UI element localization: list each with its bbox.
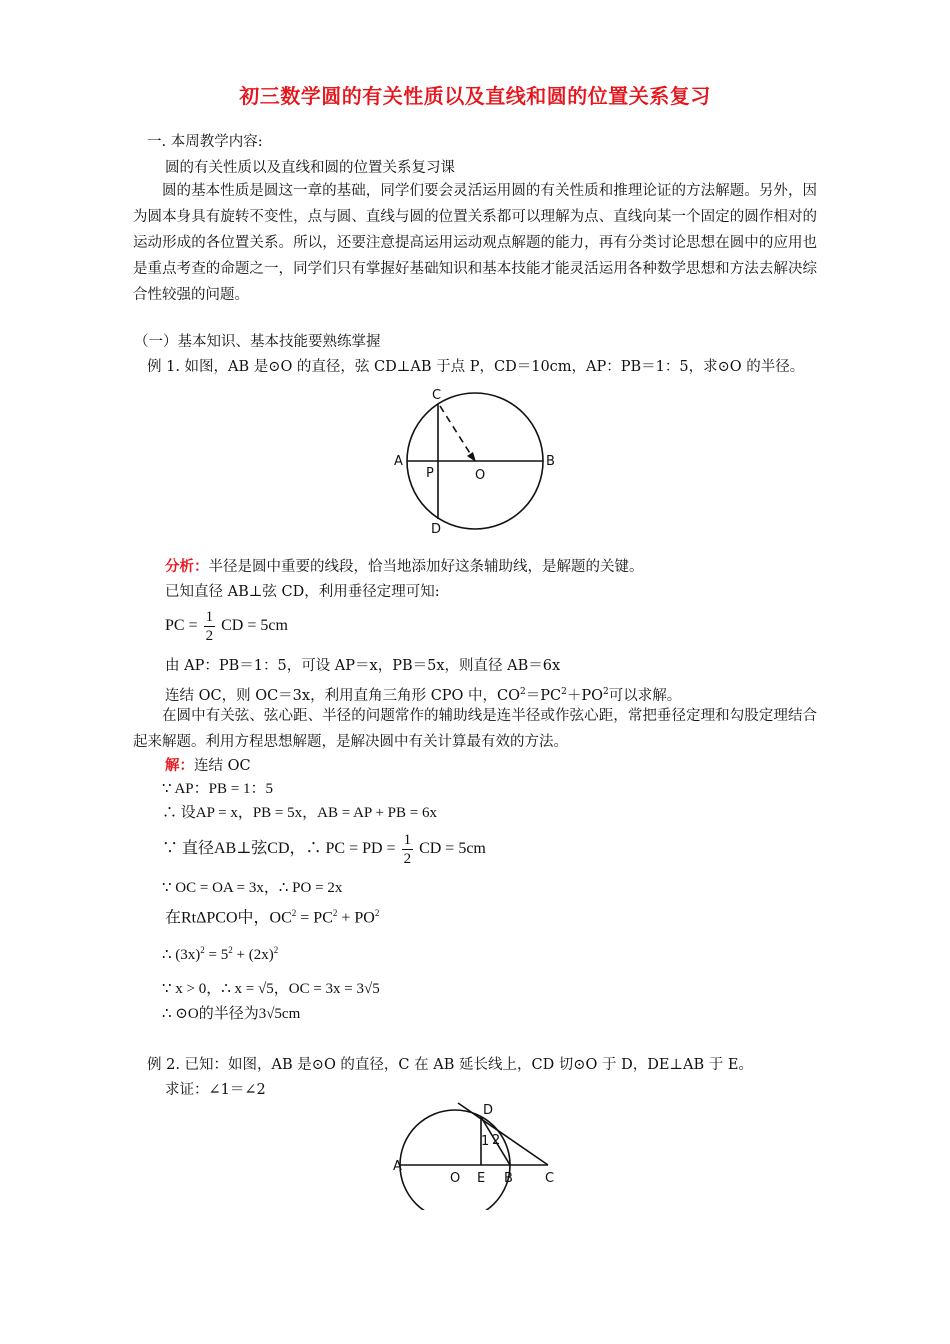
equation-pc: PC = $\frac{1}{2}$ CD = 5cm bbox=[165, 608, 288, 644]
circle-o bbox=[400, 1110, 510, 1210]
fraction-half: $\frac{1}{2}$ bbox=[205, 608, 214, 644]
label-b: B bbox=[504, 1171, 513, 1186]
example1-figure bbox=[388, 380, 568, 540]
solution-step-1: ∵ AP：PB = 1：5 bbox=[162, 781, 273, 797]
tangent-cd bbox=[458, 1103, 548, 1165]
label-e: E bbox=[477, 1171, 486, 1186]
known-line: 已知直径 AB⊥弦 CD，利用垂径定理可知: bbox=[165, 584, 440, 600]
intro-paragraph: 圆的基本性质是圆这一章的基础，同学们要会灵活运用圆的有关性质和推理论证的方法解题。另外，因为圆本身具有旋转不变性，点与圆、直线与圆的位置关系都可以理解为点、直线向某一个固定的圆作相对的运动形成的各位置关系。所以，还要注意提高运用运动观点解题的能力，再有分类讨论思想在圆中的应用也是重点考查的命题之一，同学们只有掌握好基础知识和基本技能才能灵活运用各种数学思想和方法去解决综合性较强的问题。 bbox=[133, 183, 817, 303]
label-d: D bbox=[483, 1103, 494, 1118]
solution-step-5: 在RtΔPCO中，$OC^2 = PC^2 + PO^2$ bbox=[165, 908, 380, 927]
label-angle-1: 1 bbox=[481, 1134, 490, 1149]
solution-step-8: ∴ ⊙O的半径为3√5cm bbox=[162, 1006, 301, 1022]
label-c: C bbox=[545, 1171, 555, 1186]
label-angle-2: 2 bbox=[492, 1133, 501, 1148]
connect-line: 连结 OC，则 OC＝3x，利用直角三角形 CPO 中，$CO^2=PC^2+PO^2$可以求解。 bbox=[165, 687, 682, 704]
part-heading: （一）基本知识、基本技能要熟练掌握 bbox=[134, 334, 381, 350]
solution-line: 解：连结 OC bbox=[165, 757, 251, 774]
lesson-subject: 圆的有关性质以及直线和圆的位置关系复习课 bbox=[165, 160, 455, 176]
label-b: B bbox=[546, 454, 555, 469]
analysis-text: 半径是圆中重要的线段，恰当地添加好这条辅助线，是解题的关键。 bbox=[208, 559, 644, 575]
label-p: P bbox=[426, 466, 434, 481]
solution-step-3: ∵ 直径AB⊥弦CD，∴ PC = PD = $\frac{1}{2}$ CD = 5cm bbox=[162, 831, 486, 867]
solution-label: 解： bbox=[165, 757, 194, 774]
method-paragraph: 在圆中有关弦、弦心距、半径的问题常作的辅助线是连半径或作弦心距，常把垂径定理和勾股定理结合起来解题。利用方程思想解题，是解决圆中有关计算最有效的方法。 bbox=[133, 708, 817, 750]
ratio-line: 由 AP：PB＝1：5，可设 AP＝x，PB＝5x，则直径 AB＝6x bbox=[165, 658, 561, 674]
example1-question: 例 1. 如图，AB 是⊙O 的直径，弦 CD⊥AB 于点 P，CD＝10cm，AP：PB＝1：5，求⊙O 的半径。 bbox=[147, 359, 805, 375]
section-heading: 一. 本周教学内容: bbox=[147, 134, 263, 150]
example2-figure bbox=[388, 1100, 568, 1210]
solution-step-7: ∵ x > 0，∴ x = √5，OC = 3x = 3√5 bbox=[162, 981, 380, 997]
label-a: A bbox=[393, 1159, 402, 1174]
label-d: D bbox=[431, 522, 442, 537]
radius-oc-dashed bbox=[440, 406, 473, 458]
example2-prove: 求证：∠1＝∠2 bbox=[165, 1082, 266, 1098]
label-o: O bbox=[475, 468, 486, 483]
solution-step-6: ∴ $(3x)^2 = 5^2 + (2x)^2$ bbox=[162, 945, 279, 963]
example2-question: 例 2. 已知：如图，AB 是⊙O 的直径，C 在 AB 延长线上，CD 切⊙O 于 D，DE⊥AB 于 E。 bbox=[147, 1057, 753, 1073]
page-title: 初三数学圆的有关性质以及直线和圆的位置关系复习 bbox=[239, 84, 711, 108]
solution-step-2: ∴ 设AP = x，PB = 5x，AB = AP + PB = 6x bbox=[162, 805, 437, 821]
label-o: O bbox=[450, 1171, 461, 1186]
analysis-line bbox=[165, 557, 644, 577]
label-c: C bbox=[432, 388, 442, 403]
solution-step-4: ∵ OC = OA = 3x，∴ PO = 2x bbox=[162, 880, 343, 896]
analysis-label: 分析： bbox=[165, 558, 209, 575]
label-a: A bbox=[394, 454, 403, 469]
